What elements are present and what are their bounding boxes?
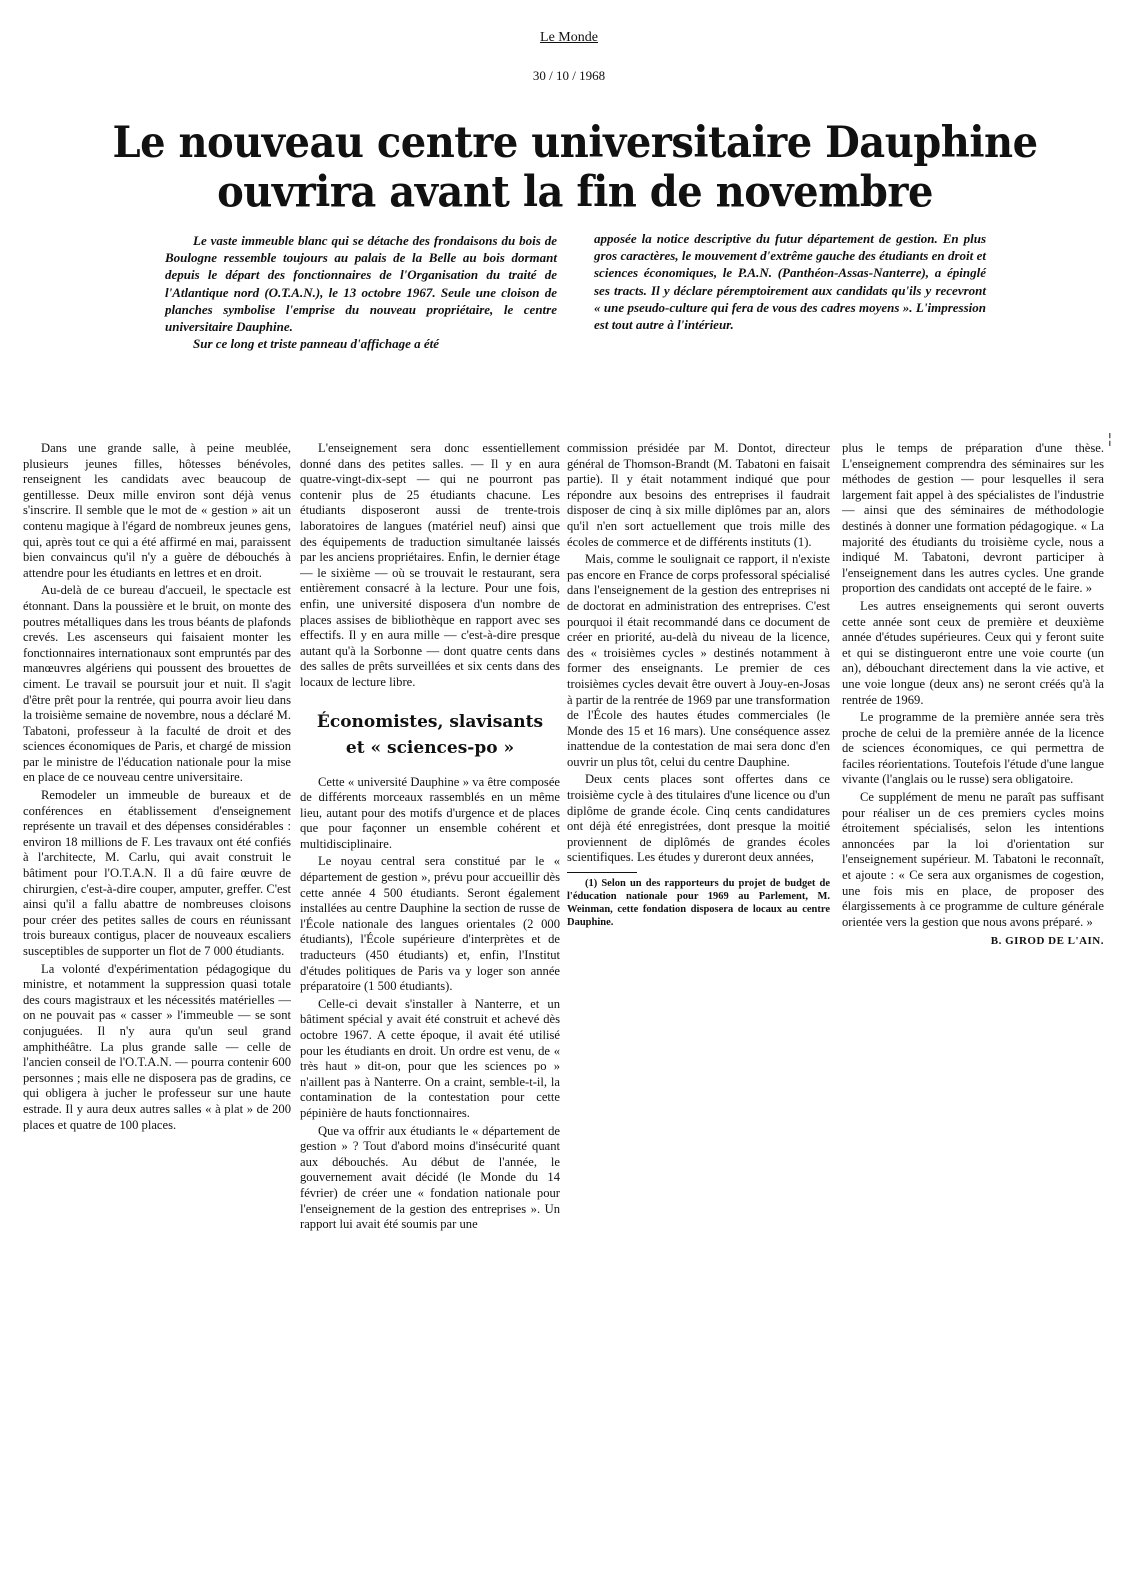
lead-paragraph-left	[165, 232, 557, 352]
body-paragraph: La volonté d'expérimentation pédagogique du ministre, et notamment la suppression quasi totale des cours magistraux et les nécessités matérielles — on ne pouvait pas « casser » l'immeuble — se sont conjuguées. Il n'y aura qu'un seul grand amphithéâtre. La plus grande salle — celle de l'ancien conseil de l'O.T.A.N. — pourra contenir 600 personnes ; mais elle ne disposera pas de gradins, ce qui obligera à jucher le professeur sur une haute estrade. Il y aura deux autres salles « à plat » de 200 places et quatre de 100 places.	[23, 961, 291, 1132]
lead-paragraph-right	[594, 230, 986, 333]
body-paragraph: Dans une grande salle, à peine meublée, plusieurs jeunes filles, hôtesses bénévoles, renseignent les candidats avec beaucoup de gentillesse. Deux mille environ sont déjà venus s'inscrire. Il semble que le mot de « gestion » ait un contenu magique à l'égard de nombreux jeunes gens, qui, après tout ce qui a été affirmé en mai, paraissent bien convaincus qu'il n'y a guère de débouchés à attendre pour les étudiants en lettres et en droit.	[23, 441, 291, 580]
subheading-line-2: et « sciences-po »	[345, 737, 515, 758]
lead-text: Sur ce long et triste panneau d'affichage a été	[193, 336, 440, 352]
subheading-line-1: Économistes, slavisants	[316, 711, 544, 732]
body-paragraph: Celle-ci devait s'installer à Nanterre, et un bâtiment spécial y avait été construit et achevé dès octobre 1967. A cette époque, il avait été utilisé pour les étudiants en droit. Un ordre est venu, de « très haut » dit-on, pour que les sciences po » n'aillent pas à Nanterre. On a craint, semble-t-il, la contamination de la contestation pour cette pépinière de hauts fonctionnaires.	[300, 996, 560, 1120]
body-paragraph: Le noyau central sera constitué par le « département de gestion », prévu pour accueillir dès cette année 4 500 étudiants. Seront également installées au centre Dauphine la section de russe de l'École nationale des langues orientales (2 000 étudiants), l'École supérieure d'interprètes et de traducteurs (450 étudiants) et, enfin, l'Institut d'études politiques de Paris va y loger son année préparatoire (1 500 étudiants).	[300, 854, 560, 994]
article-column-3	[567, 441, 830, 1566]
lead-text: Le vaste immeuble blanc qui se détache des frondaisons du bois de Boulogne ressemble toujours au palais de la Belle au bois dormant depuis le départ des fonctionnaires de l'Organisation du traité de l'Atlantique nord (O.T.A.N.), le 13 octobre 1967. Seule une cloison de planches symbolise l'emprise du nouveau propriétaire, le centre universitaire Dauphine.	[165, 233, 557, 335]
article-column-2	[300, 441, 560, 1566]
footnote: (1) Selon un des rapporteurs du projet de budget de l'éducation nationale pour 1969 au Parlement, M. Weinman, cette fondation disposera de locaux au centre Dauphine.	[567, 878, 830, 929]
newspaper-source: Le Monde	[540, 30, 598, 45]
body-paragraph: Deux cents places sont offertes dans ce troisième cycle à des titulaires d'une licence ou d'un diplôme de grande école. Cinq cents candidatures ont déjà été enregistrées, dont presque la moitié proviennent de diplômés de grandes écoles scientifiques. Les études y dureront deux années,	[567, 772, 830, 865]
article-column-4	[842, 441, 1104, 1566]
lead-text: apposée la notice descriptive du futur département de gestion. En plus gros caractères, le mouvement d'extrême gauche des étudiants en droit et sciences économiques, le P.A.N. (Panthéon-Assas-Nanterre), a épinglé ses tracts. Il y déclare péremptoirement aux candidats qu'ils y recevront « une pseudo-culture qui fera de vous des cadres moyens ». L'impression est tout autre à l'intérieur.	[594, 231, 986, 333]
footnote-divider	[567, 872, 637, 873]
section-subheading	[300, 709, 560, 761]
headline-line-2: ouvrira avant la fin de novembre	[217, 166, 933, 218]
publication-date: 30 / 10 / 1968	[532, 68, 606, 83]
headline-line-1: Le nouveau centre universitaire Dauphine	[112, 116, 1038, 168]
body-paragraph: Remodeler un immeuble de bureaux et de conférences en établissement d'enseignement représente un travail et des dépenses considérables : environ 18 millions de F. Les travaux ont été confiés à l'architecte, M. Carlu, qui avait construit le bâtiment pour l'O.T.A.N. Il a dû faire œuvre de chirurgien, c'est-à-dire couper, amputer, greffer. C'est ainsi qu'il a fallu abattre de nombreuses cloisons pour créer des petites salles de cours en réunissant trois bureaux contigus, placer de nouveaux escaliers susceptibles de supporter un flot de 7 000 étudiants.	[23, 788, 291, 958]
body-paragraph: Le programme de la première année sera très proche de celui de la première année de la licence de sciences économiques, ce qui permettra de faciles réorientations. Toutefois l'étude d'une langue vivante (l'anglais ou le russe) sera obligatoire.	[842, 710, 1104, 787]
body-paragraph: plus le temps de préparation d'une thèse. L'enseignement comprendra des séminaires sur les méthodes de gestion — pour lesquelles il sera largement fait appel à des spécialistes de l'industrie — ainsi que des séminaires de méthodologie destinés à donner une formation pédagogique. « La majorité des étudiants du troisième cycle, nous a indiqué M. Tabatoni, devront participer à l'enseignement dans les autres cycles. Une grande proportion des candidats ont accepté de le faire. »	[842, 441, 1104, 596]
body-paragraph: commission présidée par M. Dontot, directeur général de Thomson-Brandt (M. Tabatoni en faisait partie). Il y était notamment indiqué que pour répondre aux besoins des entreprises il faudrait disposer de cinq à six mille diplômes par an, alors qu'il n'en sort actuellement que trois mille des écoles de commerce et de différents instituts (1).	[567, 441, 830, 549]
margin-mark: ¦	[1108, 430, 1112, 446]
body-paragraph: Mais, comme le soulignait ce rapport, il n'existe pas encore en France de corps professoral spécialisé dans l'enseignement de la gestion des entreprises ni de doctorat en administration des entreprises. C'est pourquoi il était recommandé dans ce document de créer en priorité, au-delà du niveau de la licence, des « troisièmes cycles » destinés notamment à former des enseignants. Le premier de ces troisièmes cycles devait être ouvert à Jouy-en-Josas à partir de la rentrée de 1969 par une transformation de l'École des hautes études commerciales (le Monde des 15 et 16 mars). Une conséquence assez inattendue de la contestation de mai sera donc d'en ouvrir un plus tôt, celui du centre Dauphine.	[567, 552, 830, 769]
article-headline	[100, 118, 1050, 217]
body-paragraph: Que va offrir aux étudiants le « département de gestion » ? Tout d'abord moins d'insécurité quant aux débouchés. Au début de l'année, le gouvernement avait décidé (le Monde du 14 février) de créer une « fondation nationale pour l'enseignement de la gestion des entreprises ». Un rapport lui avait été soumis par une	[300, 1123, 560, 1232]
author-signature: B. GIROD DE L'AIN.	[990, 935, 1104, 948]
body-paragraph: Ce supplément de menu ne paraît pas suffisant pour réaliser un de ces premiers cycles moins étroitement spécialisés, selon les intentions annoncées par la loi d'orientation sur l'enseignement supérieur. M. Tabatoni le reconnaît, et ajoute : « Ce sera aux organismes de cogestion, une fois mis en place, de proposer des élargissements à ce programme de culture générale orientée vers la gestion que nous avons préparé. »	[842, 790, 1104, 929]
body-paragraph: Les autres enseignements qui seront ouverts cette année sont ceux de première et deuxième année d'études supérieures. Ceux qui y feront suite et qui se distingueront entre une voie courte (un an), débouchant directement dans la vie active, et une voie longue (deux ans) ne seront créés qu'à la rentrée de 1969.	[842, 598, 1104, 707]
body-paragraph: Au-delà de ce bureau d'accueil, le spectacle est étonnant. Dans la poussière et le bruit, on monte des poutres métalliques dans les trous béants de plafonds crevés. Les ascenseurs qui faisaient monter les fonctionnaires internationaux sont empruntés par des manœuvres algériens qui poussent des brouettes de ciment. Le travail se poursuit jour et nuit. Il s'agit d'être prêt pour la rentrée, qui pourra avoir lieu dans la troisième semaine de novembre, nous a déclaré M. Tabatoni, professeur à la faculté de droit et des sciences économiques de Paris, et chargé de mission par le ministre de l'éducation nationale pour la mise en place de ce nouveau centre universitaire.	[23, 583, 291, 785]
article-column-1	[23, 441, 291, 1566]
body-paragraph: L'enseignement sera donc essentiellement donné dans des petites salles. — Il y en aura quatre-vingt-dix-sept — qui ne pourront pas contenir plus de 25 étudiants chacune. Les étudiants disposeront aussi de trente-trois laboratoires de langues (matériel neuf) ainsi que des équipements de traduction simultanée laissés par les anciens propriétaires. Enfin, le dernier étage — le sixième — où se trouvait le restaurant, sera entièrement consacré à la lecture. Pour une fois, enfin, une université disposera d'un nombre de places assises de bibliothèque en rapport avec ses effectifs. Il y en aura mille — c'est-à-dire presque autant qu'à la Sorbonne — dont quatre cents dans des salles de prêts surveillées et six cents dans des locaux de lecture libre.	[300, 441, 560, 689]
body-paragraph: Cette « université Dauphine » va être composée de différents morceaux rassemblés en un même lieu, autant pour des motifs d'urgence et de places que pour façonner un ensemble cohérent et multidisciplinaire.	[300, 774, 560, 851]
